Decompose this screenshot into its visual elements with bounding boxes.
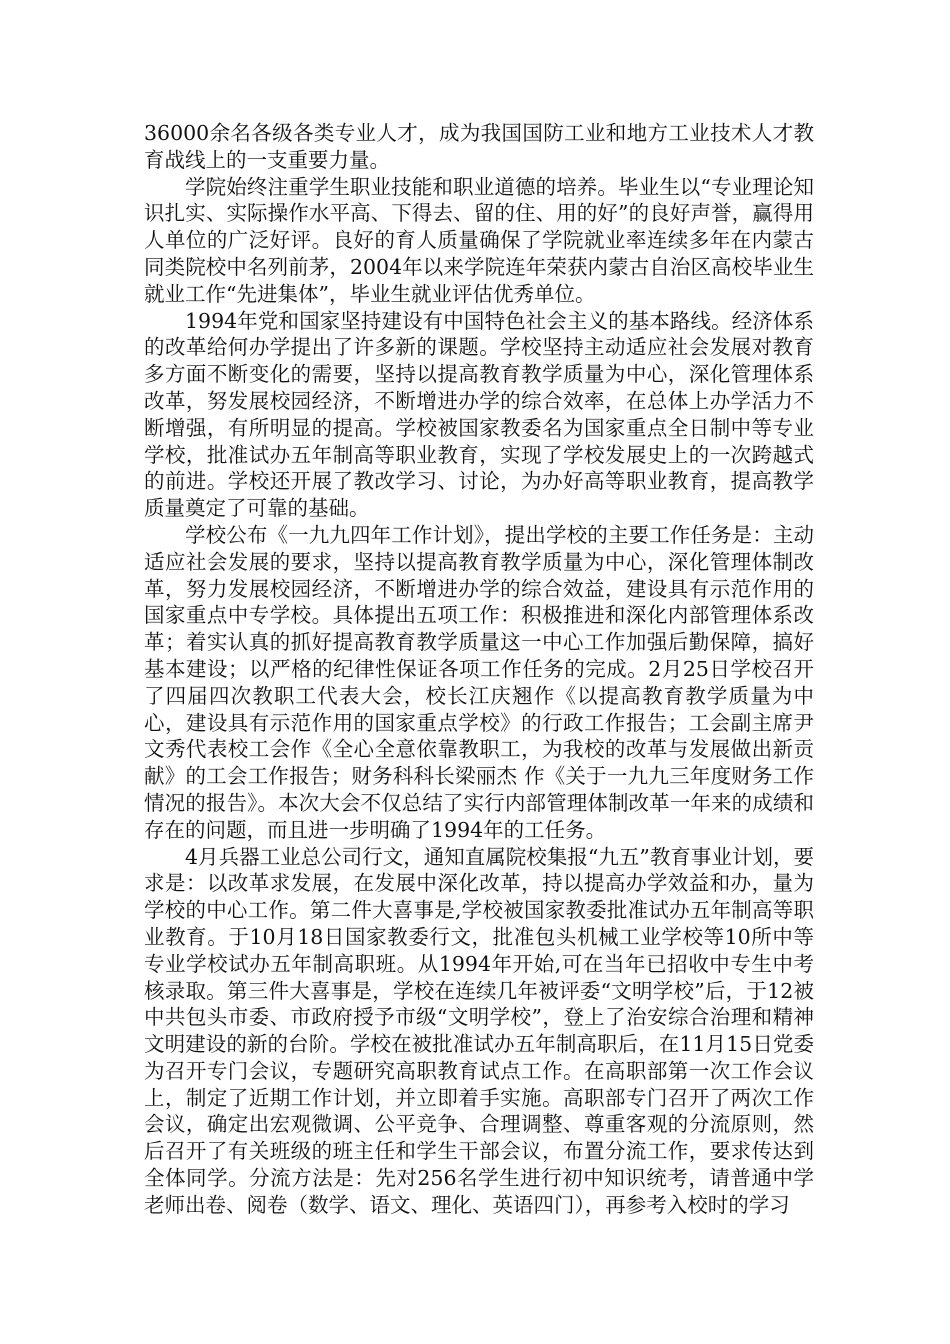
paragraph-continuation: 36000余名各级各类专业人才，成为我国国防工业和地方工业技术人才教育战线上的一支重要力量。 [144,121,814,172]
paragraph-1994-reform: 1994年党和国家坚持建设有中国特色社会主义的基本路线。经济体系的改革给何办学提出了许多新的课题。学校坚持主动适应社会发展对教育多方面不断变化的需要，坚持以提高教育教学质量为中心，深化管理体系改革，努发展校园经济，不断增进办学的综合效率，在总体上办学活力不断增强，有所明显的提高。学校被国家教委名为国家重点全日制中等专业学校，批准试办五年制高等职业教育，实现了学校发展史上的一次跨越式的前进。学校还开展了教改学习、讨论，为办好高等职业教育，提高教学质量奠定了可靠的基础。 [144,308,814,521]
paragraph-work-plan: 学校公布《一九九四年工作计划》，提出学校的主要工作任务是：主动适应社会发展的要求，坚持以提高教育教学质量为中心，深化管理体制改革，努力发展校园经济，不断增进办学的综合效益，建设具有示范作用的国家重点中专学校。具体提出五项工作：积极推进和深化内部管理体系改革；着实认真的抓好提高教育教学质量这一中心工作加强后勤保障，搞好基本建设；以严格的纪律性保证各项工作任务的完成。2月25日学校召开了四届四次教职工代表大会，校长江庆翘作《以提高教育教学质量为中心，建设具有示范作用的国家重点学校》的行政工作报告；工会副主席尹文秀代表校工会作《全心全意依靠教职工，为我校的改革与发展做出新贡献》的工会工作报告；财务科科长梁丽杰 作《关于一九九三年度财务工作情况的报告》。本次大会不仅总结了实行内部管理体制改革一年来的成绩和存在的问题，而且进一步明确了1994年的工任务。 [144,522,814,842]
document-body [144,120,814,1219]
paragraph-graduate-quality: 学院始终注重学生职业技能和职业道德的培养。毕业生以“专业理论知识扎实、实际操作水平高、下得去、留的住、用的好”的良好声誉，赢得用人单位的广泛好评。良好的育人质量确保了学院就业率连续多年在内蒙古同类院校中名列前茅，2004年以来学院连年荣获内蒙古自治区高校毕业生就业工作“先进集体”，毕业生就业评估优秀单位。 [144,174,814,306]
paragraph-april-events: 4月兵器工业总公司行文，通知直属院校集报“九五”教育事业计划，要求是：以改革求发展，在发展中深化改革，持以提高办学效益和办，量为学校的中心工作。第二件大喜事是,学校被国家教委批准试办五年制高等职业教育。于10月18日国家教委行文，批准包头机械工业学校等10所中等专业学校试办五年制高职班。从1994年开始,可在当年已招收中专生中考核录取。第三件大喜事是，学校在连续几年被评委“文明学校”后，于12被中共包头市委、市政府授予市级“文明学校”，登上了治安综合治理和精神文明建设的新的台阶。学校在被批准试办五年制高职后，在11月15日党委为召开专门会议，专题研究高职教育试点工作。在高职部第一次工作会议上，制定了近期工作计划，并立即着手实施。高职部专门召开了两次工作会议，确定出宏观微调、公平竞争、合理调整、尊重客观的分流原则，然后召开了有关班级的班主任和学生干部会议，布置分流工作，要求传达到全体同学。分流方法是：先对256名学生进行初中知识统考，请普通中学老师出卷、阅卷（数学、语文、理化、英语四门），再参考入校时的学习 [144,844,814,1217]
